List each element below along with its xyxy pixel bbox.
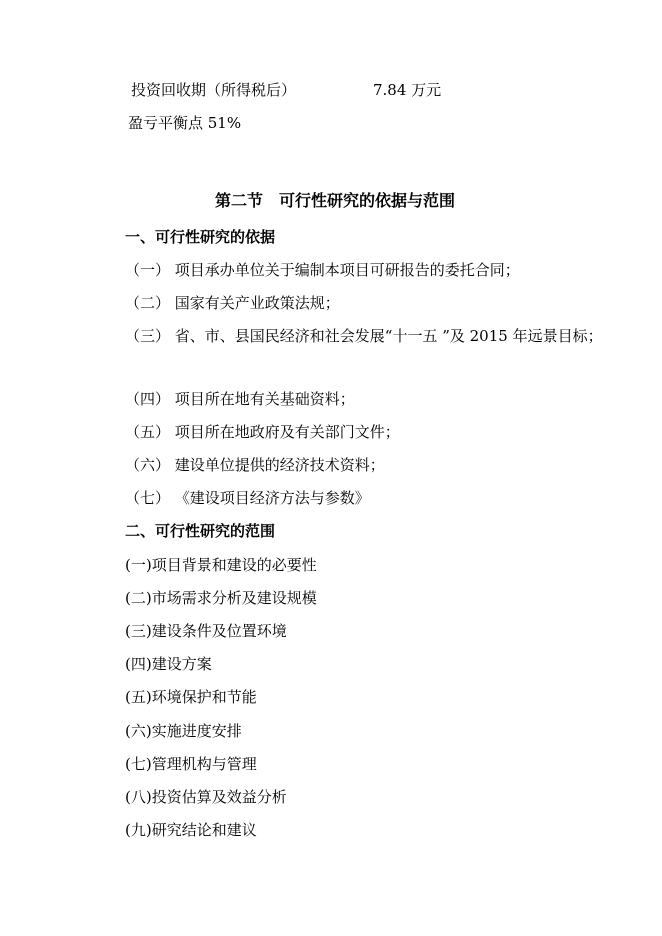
scope-item: (八)投资估算及效益分析 [125, 788, 287, 806]
scope-item: (三)建设条件及位置环境 [125, 622, 287, 640]
basis-item: （二） 国家有关产业政策法规； [125, 294, 340, 312]
payback-value: 7.84 万元 [373, 81, 442, 99]
section-title: 第二节 可行性研究的依据与范围 [215, 191, 456, 210]
scope-item: (七)管理机构与管理 [125, 755, 257, 773]
scope-item: (一)项目背景和建设的必要性 [125, 556, 317, 574]
basis-heading: 一、可行性研究的依据 [125, 228, 276, 246]
payback-label: 投资回收期（所得税后） [131, 81, 297, 99]
breakeven-point: 盈亏平衡点 51% [128, 114, 242, 132]
scope-item: (五)环境保护和节能 [125, 688, 257, 706]
scope-item: (二)市场需求分析及建设规模 [125, 589, 317, 607]
basis-item: （五） 项目所在地政府及有关部门文件； [125, 423, 400, 441]
scope-item: (六)实施进度安排 [125, 722, 242, 740]
basis-item: （四） 项目所在地有关基础资料； [125, 390, 355, 408]
basis-item: （三） 省、市、县国民经济和社会发展“十一五 ”及 2015 年远景目标； [125, 327, 603, 345]
scope-item: (四)建设方案 [125, 655, 212, 673]
basis-item: （七） 《建设项目经济方法与参数》 [125, 489, 370, 507]
scope-item: (九)研究结论和建议 [125, 821, 257, 839]
basis-item: （一） 项目承办单位关于编制本项目可研报告的委托合同； [125, 261, 520, 279]
scope-heading: 二、可行性研究的范围 [125, 522, 276, 540]
basis-item: （六） 建设单位提供的经济技术资料； [125, 456, 385, 474]
